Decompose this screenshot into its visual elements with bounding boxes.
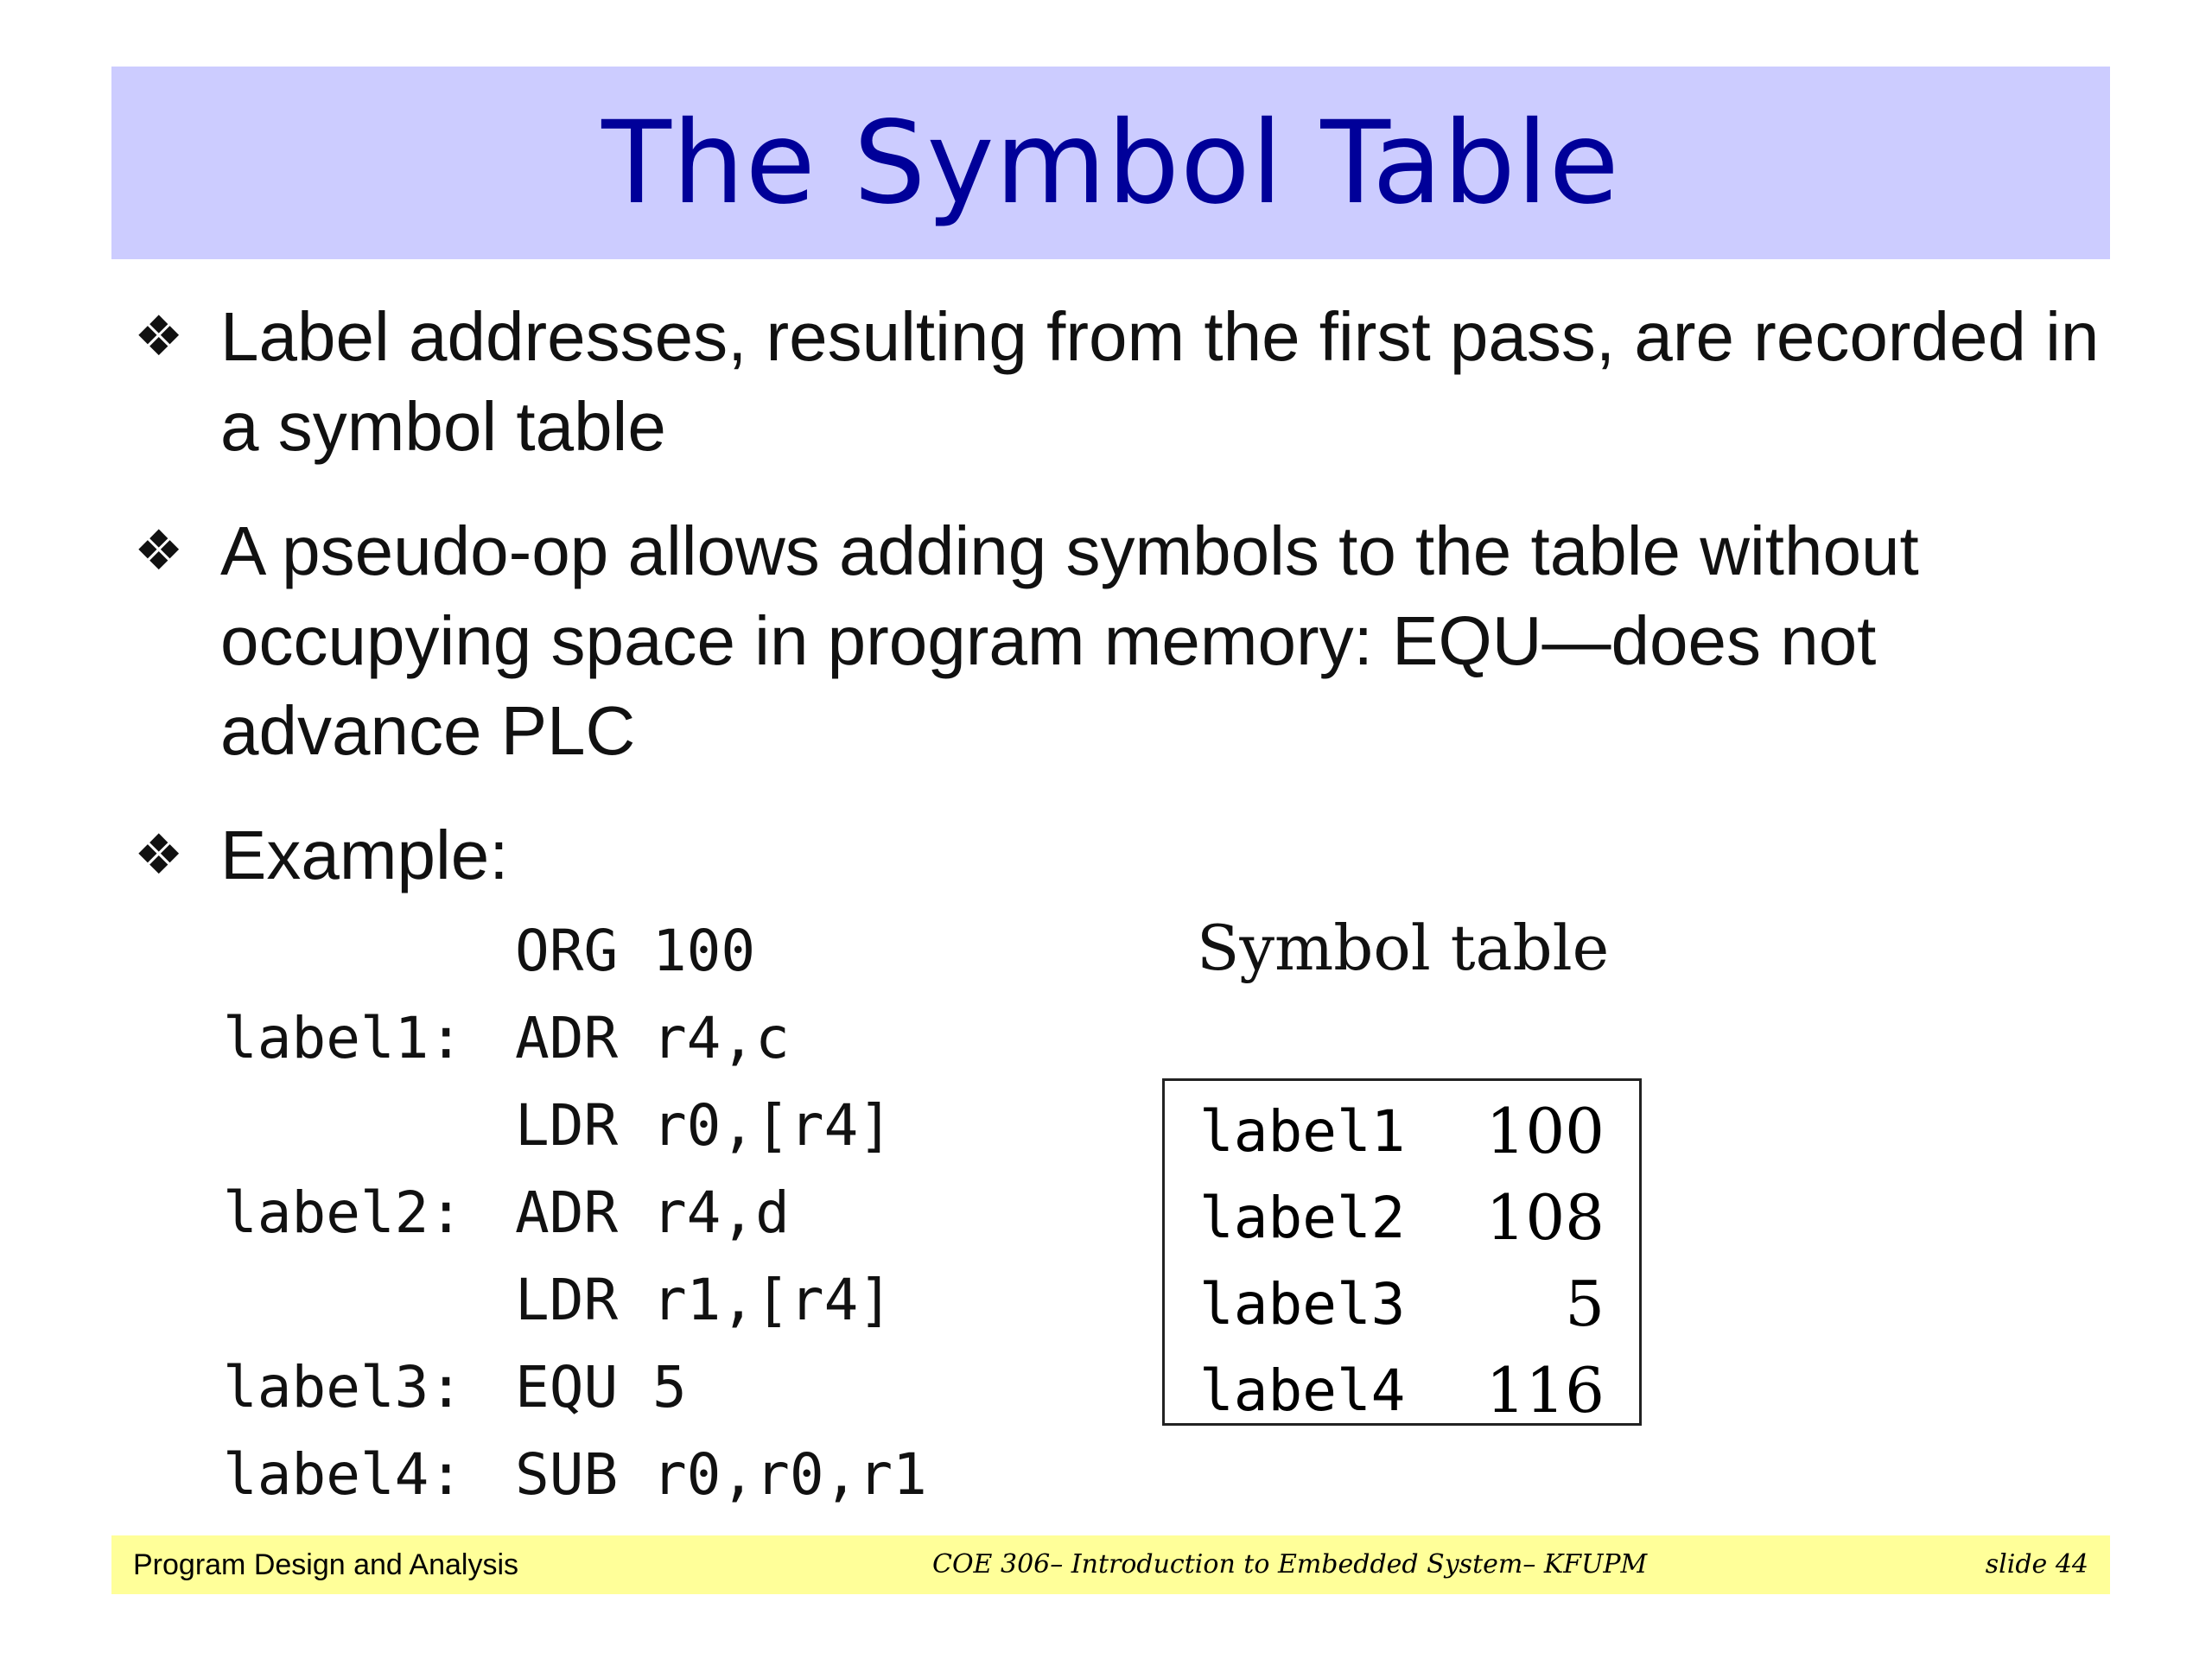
diamond-bullet-icon: ❖ bbox=[134, 519, 184, 583]
code-line bbox=[223, 1169, 927, 1256]
symbol-name: label4 bbox=[1199, 1357, 1406, 1424]
code-label: label4: bbox=[223, 1441, 464, 1508]
code-instruction: EQU 5 bbox=[515, 1354, 687, 1421]
code-line bbox=[223, 995, 927, 1082]
diamond-bullet-icon: ❖ bbox=[134, 305, 184, 369]
code-line bbox=[223, 1344, 927, 1431]
slide-title: The Symbol Table bbox=[601, 96, 1620, 230]
footer-slide-number: slide 44 bbox=[1985, 1549, 2088, 1580]
code-instruction: ADR r4,c bbox=[515, 1005, 790, 1071]
code-label: label1: bbox=[223, 1005, 464, 1071]
assembly-code-listing bbox=[223, 907, 927, 1518]
symbol-table-row bbox=[1199, 1347, 1605, 1433]
code-label: label3: bbox=[223, 1354, 464, 1421]
bullet-text: A pseudo-op allows adding symbols to the table without occupying space in program memory: EQU—does not advance PLC bbox=[220, 512, 1919, 769]
code-instruction: ORG 100 bbox=[515, 918, 756, 984]
symbol-table-row bbox=[1199, 1174, 1605, 1261]
code-instruction: LDR r0,[r4] bbox=[515, 1092, 893, 1159]
bullet-list bbox=[134, 292, 2104, 900]
symbol-name: label2 bbox=[1199, 1184, 1406, 1251]
bullet-item bbox=[134, 506, 2104, 776]
code-line bbox=[223, 1082, 927, 1169]
code-instruction: ADR r4,d bbox=[515, 1179, 790, 1246]
title-band bbox=[111, 67, 2110, 259]
symbol-value: 108 bbox=[1485, 1181, 1605, 1254]
code-line bbox=[223, 1431, 927, 1518]
symbol-table-title: Symbol table bbox=[1197, 912, 1610, 984]
bullet-text: Label addresses, resulting from the first pass, are recorded in a symbol table bbox=[220, 298, 2100, 465]
code-line bbox=[223, 907, 927, 995]
symbol-name: label3 bbox=[1199, 1270, 1406, 1338]
bullet-text: Example: bbox=[220, 817, 509, 893]
code-label: label2: bbox=[223, 1179, 464, 1246]
footer-course-topic: Program Design and Analysis bbox=[133, 1548, 519, 1581]
footer-course-title: COE 306– Introduction to Embedded System– KFUPM bbox=[932, 1549, 1648, 1580]
code-instruction: SUB r0,r0,r1 bbox=[515, 1441, 927, 1508]
symbol-value: 116 bbox=[1485, 1354, 1605, 1427]
symbol-value: 100 bbox=[1485, 1095, 1605, 1167]
symbol-table bbox=[1162, 1078, 1642, 1426]
code-instruction: LDR r1,[r4] bbox=[515, 1267, 893, 1333]
symbol-name: label1 bbox=[1199, 1097, 1406, 1165]
symbol-value: 5 bbox=[1565, 1268, 1605, 1340]
symbol-table-row bbox=[1199, 1088, 1605, 1174]
diamond-bullet-icon: ❖ bbox=[134, 823, 184, 887]
footer-band bbox=[111, 1535, 2110, 1594]
symbol-table-row bbox=[1199, 1261, 1605, 1347]
bullet-item bbox=[134, 292, 2104, 472]
bullet-item bbox=[134, 810, 2104, 900]
code-line bbox=[223, 1256, 927, 1344]
